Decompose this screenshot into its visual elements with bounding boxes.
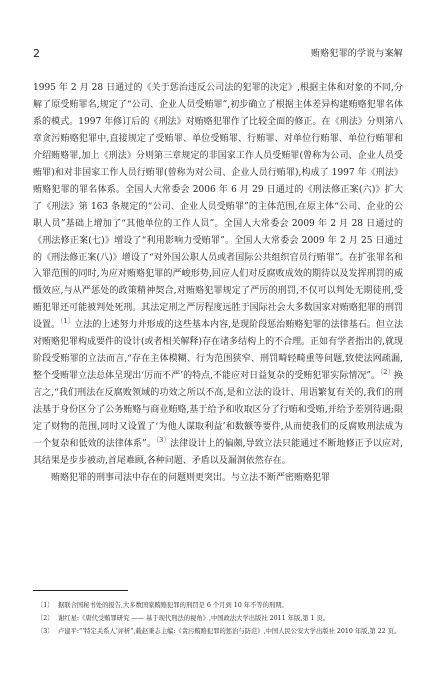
body-text	[33, 80, 403, 487]
footnote-text: 谢红星:《唐代受贿罪研究 —— 基于现代刑法的视角》,中国政法大学出版社 2011 年版,第 1 页。	[58, 615, 330, 623]
footnotes	[33, 600, 403, 640]
page-header	[33, 47, 403, 61]
footnote	[33, 600, 403, 611]
paragraph-text: 换言之,“我们刑法在反腐败领域的功效之所以不高,是和立法的设计、用语繁复有关的,我们的刑法基于身份区分了公务贿赂与商业贿赂,基于给予和收取区分了行贿和受贿,并给予差别待遇;限定了财物的范围,同时又设置了‘为他人谋取利益’和数额等要件,从而使我们的反腐败刑法成为一个复杂和低效的法律体系”。	[33, 371, 403, 450]
paragraph-text: 1995 年 2 月 28 日通过的《关于惩治违反公司法的犯罪的决定》,根据主体和对象的不同,分解了原受贿罪名,规定了“公司、企业人员受贿罪”,初步确立了根据主体差异构建贿赂犯罪名体系的模式。1997 年修订后的《刑法》对贿赂犯罪作了比较全面的修正。在《刑法》分则第八章贪污贿赂犯罪中,直接规定了受贿罪、单位受贿罪、行贿罪、对单位行贿罪、单位行贿罪和介绍贿赂罪,加上《刑法》分则第三章规定的非国家工作人员受贿罪(曾称为公司、企业人员受贿罪)和对非国家工作人员行贿罪(曾称为对公司、企业人员行贿罪),构成了 1997 年《刑法》贿赂犯罪的罪名体系。全国人大常委会 2006 年 6 月 29 日通过的《刑法修正案(六)》扩大了《刑法》第 163 条规定的“公司、企业人员受贿罪”的主体范围,在原主体“公司、企业的公职人员”基础上增加了“其他单位的工作人员”。全国人大常委会 2009 年 2 月 28 日通过的《刑法修正案(七)》增设了“利用影响力受贿罪”。全国人大常委会 2009 年 2 月 25 日通过的《刑法修正案(八)》增设了“对外国公职人员或者国际公共组织官员行贿罪”。在扩张罪名和入罪范围的同时,为应对贿赂犯罪的严峻形势,回应人们对反腐败成效的期待以及发挥刑罚的威慑效应,与从严惩处的政策精神契合,对贿赂犯罪规定了严厉的刑罚,不仅可以判处无期徒刑,受贿犯罪还可能被判处死刑。其法定刑之严厉程度远胜于国际社会大多数国家对贿赂犯罪的刑罚设置。	[33, 83, 403, 331]
footnote	[33, 626, 403, 637]
footnote	[33, 613, 403, 624]
paragraph	[33, 470, 403, 487]
footnote-divider	[33, 590, 128, 591]
paragraph-text: 法律设计上的偏颇,导致立法只能通过不断地修正予以应对,其结果是步步被动,首尾难顾,各种问题、矛盾以及漏洞依然存在。	[33, 439, 403, 466]
paragraph-text: 贿赂犯罪的刑事司法中存在的问题则更突出。与立法不断严密贿赂犯罪	[51, 472, 331, 483]
paragraph	[33, 80, 403, 470]
footnote-ref: 〔3〕	[155, 436, 170, 445]
footnote-ref: 〔1〕	[60, 317, 75, 326]
footnote-ref: 〔2〕	[380, 368, 394, 377]
footnote-mark: 〔2〕	[37, 615, 54, 623]
running-title: 贿赂犯罪的学说与案解	[310, 49, 403, 59]
page-number: 2	[33, 47, 40, 60]
footnote-mark: 〔3〕	[37, 628, 54, 636]
footnote-mark: 〔1〕	[37, 602, 54, 609]
footnote-text: 据联合国秘书处的报告,大多数国家贿赂犯罪的刑罚是 6 个月到 10 年不等的刑期。	[58, 602, 288, 609]
footnote-text: 卢建平:“‘特定关系人’评析”,载赵秉志主编:《贪污贿赂犯罪的惩治与防范》,中国人民公安大学出版社 2010 年版,第 22 页。	[58, 628, 401, 636]
paragraph-text: 立法的上述努力并形成的这些基本内容,是现阶段惩治贿赂犯罪的法律基石。但立法对贿赂犯罪构成要件的设计(或者相关解释)存在诸多结构上的不合理。正如有学者指出的,就现阶段受贿罪的立法而言,“存在主体模糊、行为范围狭窄、刑罚畸轻畸重等问题,致使法网疏漏,整个受贿罪立法总体呈现出‘厉而不严’的特点,不能应对日益复杂的受贿犯罪实际情况”。	[33, 320, 403, 382]
